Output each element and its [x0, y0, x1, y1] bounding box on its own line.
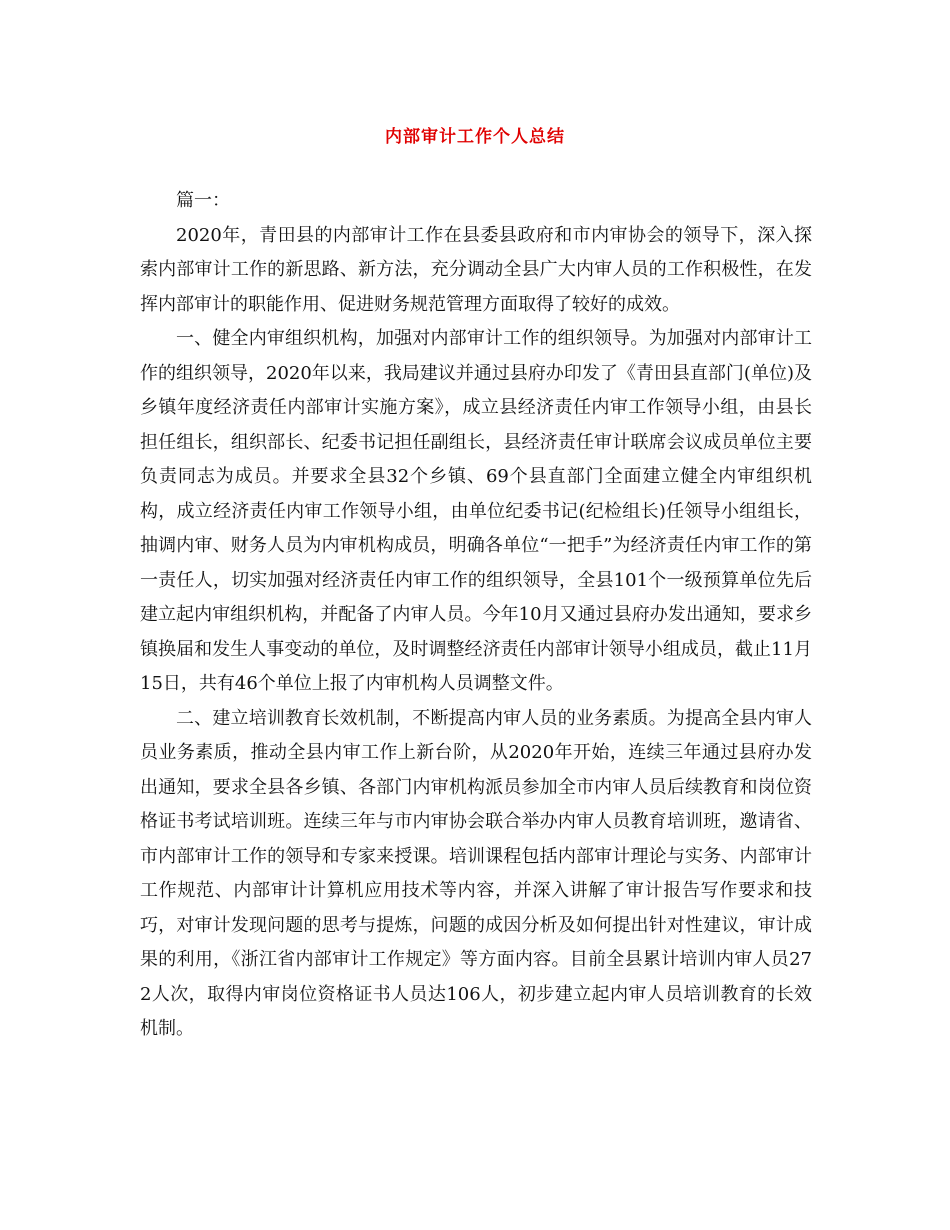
paragraph-section-1: 一、健全内审组织机构，加强对内部审计工作的组织领导。为加强对内部审计工作的组织领导，2020年以来，我局建议并通过县府办印发了《青田县直部门(单位)及乡镇年度经济责任内部审计实施方案》，成立县经济责任内审工作领导小组，由县长担任组长，组织部长、纪委书记担任副组长，县经济责任审计联席会议成员单位主要负责同志为成员。并要求全县32个乡镇、69个县直部门全面建立健全内审组织机构，成立经济责任内审工作领导小组，由单位纪委书记(纪检组长)任领导小组组长，抽调内审、财务人员为内审机构成员，明确各单位“一把手”为经济责任内审工作的第一责任人，切实加强对经济责任内审工作的组织领导，全县101个一级预算单位先后建立起内审组织机构，并配备了内审人员。今年10月又通过县府办发出通知，要求乡镇换届和发生人事变动的单位，及时调整经济责任内部审计领导小组成员，截止11月15日，共有46个单位上报了内审机构人员调整文件。: [140, 328, 812, 694]
document-title: 内部审计工作个人总结: [385, 127, 565, 147]
paragraph-intro: 2020年，青田县的内部审计工作在县委县政府和市内审协会的领导下，深入探索内部审计工作的新思路、新方法，充分调动全县广大内审人员的工作积极性，在发挥内部审计的职能作用、促进财务规范管理方面取得了较好的成效。: [140, 224, 812, 315]
section-heading: 篇一：: [176, 190, 230, 211]
document-body: [140, 184, 812, 1047]
paragraph-section-2: 二、建立培训教育长效机制，不断提高内审人员的业务素质。为提高全县内审人员业务素质，推动全县内审工作上新台阶，从2020年开始，连续三年通过县府办发出通知，要求全县各乡镇、各部门内审机构派员参加全市内审人员后续教育和岗位资格证书考试培训班。连续三年与市内审协会联合举办内审人员教育培训班，邀请省、市内部审计工作的领导和专家来授课。培训课程包括内部审计理论与实务、内部审计工作规范、内部审计计算机应用技术等内容，并深入讲解了审计报告写作要求和技巧，对审计发现问题的思考与提炼，问题的成因分析及如何提出针对性建议，审计成果的利用，《浙江省内部审计工作规定》等方面内容。目前全县累计培训内审人员272人次，取得内审岗位资格证书人员达106人，初步建立起内审人员培训教育的长效机制。: [140, 707, 812, 1039]
